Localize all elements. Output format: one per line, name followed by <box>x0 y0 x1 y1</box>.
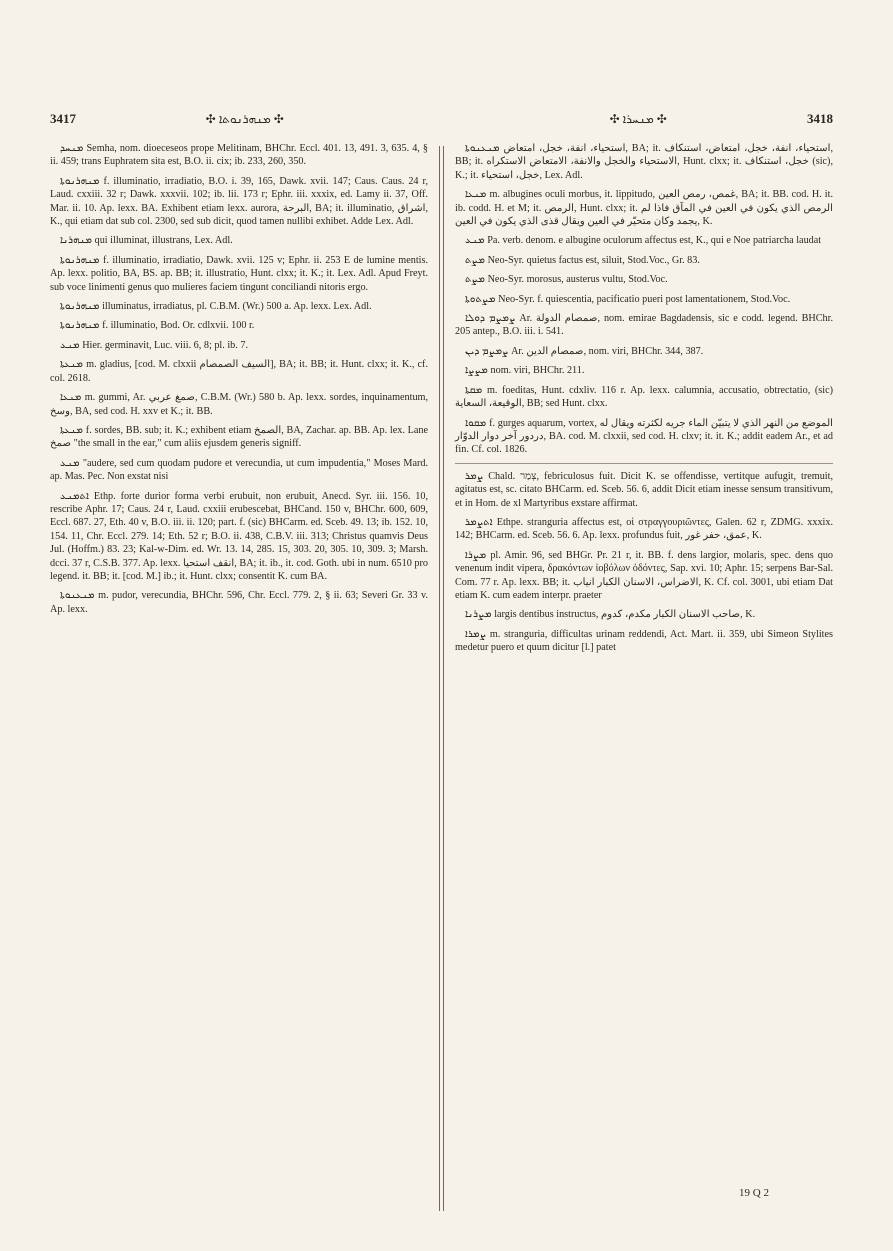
dictionary-entry <box>455 463 833 510</box>
dictionary-entry <box>50 175 428 229</box>
entry-text: f. illuminatio, Bod. Or. cdlxvii. 100 r. <box>102 320 255 332</box>
entry-lemma: ܡܩܬܐ <box>465 384 483 396</box>
entry-text: f. illuminatio, irradiatio, B.O. i. 39, 165, Dawk. xvii. 147; Caus. Caus. 24 r, Laud. cxxiii. 32 r; Dawk. xxxvii. 102; ib. lii. 173 r; Ephr. iii. xxxix, ed. Lamy ii. 37, Off. Mar. ii. 10. Ap. lexx. BA. Exhibent etiam lexx. aurora, البرحة, BA; it. illuminatio, اشراق, K., qui etiam dat sub col. 2300, sed sub dicit, quod tamen nullibi exhibet. Adde Lex. Adl. <box>50 175 429 228</box>
entry-text: Neo-Syr. f. quiescentia, pacificatio pueri post lamentationem, Stod.Voc. <box>498 293 791 305</box>
entry-lemma: ܡܢܗܪܢܘܬܐ <box>60 320 100 332</box>
entry-lemma: ܡܢܥ <box>60 339 80 351</box>
dictionary-entry <box>455 384 833 411</box>
entry-text: nom. viri, BHChr. 211. <box>490 365 585 377</box>
entry-text: Ethp. forte durior forma verbi erubuit, non erubuit, Anecd. Syr. iii. 156. 10, rescribe Aphr. 17; Caus. 24 r, Laud. cxxiii erubescebat, BHCand. 150 v, BHChr. 600, 609, Eccl. 687. 27, Eth. 40 v, B.O. iii. ii. 120; part. f. (sic) BHCarm. ed. Sceb. 49. 13; ib. 152. 10, 154. 11, Chr. Eccl. 279. 14; Eth. 52 r; B.O. ii. 438, C.B.V. iii. 313; Christus quamvis Deus Jul. (Hoffm.) 83. 23; Kal-w-Dim. ed. Wr. 13. 14, 285. 15, 303. 20, 305. 10, 309. 3; Marsh. dcci. 37 r, C.S.B. 377. Ap. lexx. انقف استحيا, BA; it. ib., it. cod. Goth. ubi in num. 6510 pro legend. it. BB; it. [cod. M.] ib.; it. Hunt. clxx; consentit K. cum BA. <box>50 490 429 582</box>
entry-text: Semha, nom. dioeceseos prope Melitinam, BHChr. Eccl. 401. 13, 491. 3, 635. 4, § ii. 459; trans Euphratem sita est, B.O. ii. cix; ib. 233, 260, 350. <box>50 143 428 168</box>
entry-lemma: ܡܢܥܐ <box>60 392 82 404</box>
dictionary-entry <box>455 188 833 228</box>
dictionary-entry <box>50 589 428 616</box>
entry-lemma: ܡܢܗܪܢܘܬܐ <box>60 175 100 187</box>
dictionary-entry <box>50 424 428 451</box>
entry-lemma: ܡܨܪܢܐ <box>465 609 492 621</box>
dictionary-entry <box>50 490 428 584</box>
entry-lemma: ܡܢܗܪܢܐ <box>60 235 93 247</box>
entry-text: Hier. germinavit, Luc. viii. 6, 8; pl. ib. 7. <box>82 339 249 351</box>
entry-lemma: ܨܡܨܡ ܕܝܢ <box>465 345 509 357</box>
dictionary-entry <box>50 339 428 352</box>
entry-lemma: ܡܢܥ <box>60 457 80 469</box>
entry-lemma: ܡܢܗܪܢܘܬܐ <box>60 254 100 266</box>
right-running-head: ✣ ܡܢܚܪܐ ✣ <box>609 111 667 126</box>
left-column <box>50 142 439 1211</box>
entry-lemma: ܡܨܨܐ <box>465 365 488 377</box>
entry-lemma: ܡܢܥܐ <box>465 189 487 201</box>
entry-text: "audere, sed cum quodam pudore et verecundia, ut cum impudentia," Moses Mard. ap. Mas. Pec. Non exstat nisi <box>50 457 429 483</box>
entry-lemma: ܐܬܨܡܪ <box>465 516 493 528</box>
dictionary-entry <box>50 457 428 484</box>
entry-lemma: ܡܨܬ <box>465 254 486 266</box>
dictionary-entry <box>455 254 833 267</box>
dictionary-entry <box>455 628 833 655</box>
entry-text: Ar. صمصام الدين, nom. viri, BHChr. 344, 387. <box>511 345 704 357</box>
entry-text: pl. Amir. 96, sed BHGr. Pr. 21 r, it. BB. f. dens largior, molaris, spec. dens quo venenum indit vipera, δρακόντων ἰοβόλων ὀδόντες, Sap. xvi. 10; Aphr. 15; serpens Bar-Sal. Com. 77 r. Ap. lexx. BB; it. الاضراس، الاسنان الكبار انياب, K. Cf. col. 3001, ubi etiam Dat etiam K. cum eadem interpr. praeter <box>455 549 833 601</box>
entry-text: illuminatus, irradiatus, pl. C.B.M. (Wr.) 500 a. Ap. lexx. Lex. Adl. <box>102 301 372 313</box>
entry-text: Ar. صمصام الدولة, nom. emirae Bagdadensis, sic e codd. legend. BHChr. 205 antep., B.O. iii. i. 541. <box>455 313 833 338</box>
entry-text: Pa. verb. denom. e albugine oculorum affectus est, K., qui e Noe patriarcha laudat <box>487 235 822 247</box>
left-page-number: 3417 <box>50 111 76 126</box>
dictionary-entry <box>455 345 833 358</box>
entry-text: Neo-Syr. quietus factus est, siluit, Stod.Voc., Gr. 83. <box>487 254 700 266</box>
entry-lemma: ܡܢܥ <box>465 235 485 247</box>
entry-lemma: ܨܡܪ <box>465 470 484 482</box>
dictionary-entry <box>455 417 833 457</box>
entry-lemma: ܡܨܪܐ <box>465 549 487 561</box>
right-column <box>444 142 833 1211</box>
dictionary-entry <box>50 358 428 385</box>
entry-text: qui illuminat, illustrans, Lex. Adl. <box>94 235 233 247</box>
dictionary-entry <box>50 300 428 313</box>
entry-lemma: ܡܨܬ <box>465 274 486 286</box>
dictionary-entry <box>455 293 833 306</box>
entry-text: m. stranguria, difficultas urinam reddendi, Act. Mart. ii. 359, ubi Simeon Stylites medetur puero et quum dicitur [l.] patet <box>455 628 833 654</box>
dictionary-entry <box>455 273 833 286</box>
dictionary-entry <box>455 364 833 377</box>
dictionary-entry <box>455 142 833 182</box>
running-header <box>50 108 833 130</box>
entry-text: f. sordes, BB. sub; it. K.; exhibent etiam الصمخ, BA, Zachar. ap. BB. Ap. lex. Lane صمخ "the small in the ear," cum aliis ejusdem generis signiff. <box>50 424 429 450</box>
entry-lemma: ܨܡܪܐ <box>465 628 487 640</box>
entry-text: Chald. צְמַר, febriculosus fuit. Dicit K. se offendisse, vertitque aufugit, tremuit, agitatus est, sc. citato BHCarm. ed. Sceb. 56. 6, addit Dicit etiam inesse sensum transitivum, et in Hom. de xl Martyribus exstare affirmat. <box>455 470 833 509</box>
entry-lemma: ܡܢܗܪܢܘܬܐ <box>60 301 100 313</box>
entry-lemma: ܡܢܚܕ <box>60 143 84 154</box>
entry-text: m. foeditas, Hunt. cdxliv. 116 r. Ap. lexx. calumnia, accusatio, obtrectatio, (sic) الوقيعة، السعاية, BB; sed Hunt. clxx. <box>455 384 833 410</box>
entry-lemma: ܡܢܥܢܘܬܐ <box>60 590 95 602</box>
entry-text: Ethpe. stranguria affectus est, οἱ στραγγουριῶντες, Galen. 62 r, ZDMG. xxxix. 142; BHCarm. ed. Sceb. 56. 6. Ap. lexx. profundus fuit, عمق، حفر غور, K. <box>455 516 833 542</box>
entry-text: m. pudor, verecundia, BHChr. 596, Chr. Eccl. 779. 2, § ii. 63; Severi Gr. 33 v. Ap. lexx. <box>50 590 429 615</box>
entry-text: f. gurges aquarum, vortex, الموضع من النهر الذي لا يتبيّن الماء جريه لكثرته ويقال له دردور آخر دوار الدوّار, BA. cod. M. clxxii, sed cod. H. clxv; it. it. K.; addit eadem Ar., et ad fin. Cf. col. 1826. <box>455 417 833 456</box>
dictionary-entry <box>455 549 833 603</box>
two-column-body <box>50 142 833 1211</box>
signature-mark: 19 Q 2 <box>739 1187 769 1199</box>
dictionary-entry <box>455 516 833 543</box>
dictionary-entry <box>50 254 428 294</box>
entry-lemma: ܡܢܥܬܐ <box>60 424 84 436</box>
dictionary-entry <box>50 319 428 332</box>
entry-text: m. gummi, Ar. صمغ عربي, C.B.M. (Wr.) 580 b. Ap. lexx. sordes, inquinamentum, وسخ, BA, sed cod. H. xxv et K.; it. BB. <box>50 392 429 417</box>
entry-lemma: ܐܬܡܢܥ <box>60 490 90 502</box>
dictionary-entry <box>455 234 833 247</box>
entry-text: m. gladius, [cod. M. clxxii السيف الصمصام], BA; it. BB; it. Hunt. clxx; it. K., cf. col. 2618. <box>50 359 429 384</box>
entry-lemma: ܡܢܥܢܘܬܐ <box>465 143 500 154</box>
dictionary-entry <box>50 142 428 169</box>
entry-lemma: ܡܩܘܐ <box>465 417 487 429</box>
entry-text: largis dentibus instructus, صاحب الاسنان الكبار مكدم، كدوم, K. <box>494 609 756 621</box>
right-page-number: 3418 <box>807 111 833 126</box>
entry-text: Neo-Syr. morosus, austerus vultu, Stod.Voc. <box>487 274 668 286</box>
dictionary-entry <box>50 234 428 247</box>
entry-text: m. albugines oculi morbus, it. lippitudo, غمص، رمص العين, BA; it. BB. cod. H. it. ib. codd. H. et M; it. الرمص, Hunt. clxx; it. الرمص الذي يكون في العين في المآق فاذا لم يجمد وكان متحيّر في العين ويقال قذى الذي يكون في العين, K. <box>455 189 833 228</box>
entry-text: f. illuminatio, irradiatio, Dawk. xvii. 125 v; Ephr. ii. 253 E de lumine mentis. Ap. lexx. politio, BA, BS. ap. BB; it. illustratio, Hunt. clxx; it. K.; it. Lex. Adl. Apud Freyt. sub voce linimenti genus quo mulieres faciem tingunt conciliandi nitoris ergo. <box>50 254 429 293</box>
dictionary-entry <box>455 608 833 621</box>
dictionary-entry <box>455 312 833 339</box>
dictionary-entry <box>50 391 428 418</box>
entry-text: استحياء، انفة، خجل، امتعاض, BA; it. استحياء، انفة، خجل، امتعاض، استنكاف, BB; it. الاستحياء والخجل والانفة، الامتعاض الاستكراه, Hunt. clxx; it. خجل، استنكاف (sic), K.; it. خجل، استحياء, Lex. Adl. <box>455 143 833 181</box>
left-running-head: ✣ ܡܢܗܪܢܘܬܐ ✣ <box>205 111 284 126</box>
entry-lemma: ܨܡܨܡ ܕܘܠܐ <box>465 313 516 325</box>
entry-lemma: ܡܢܥܬܐ <box>60 359 84 371</box>
entry-lemma: ܡܨܬܘܬܐ <box>465 293 496 305</box>
